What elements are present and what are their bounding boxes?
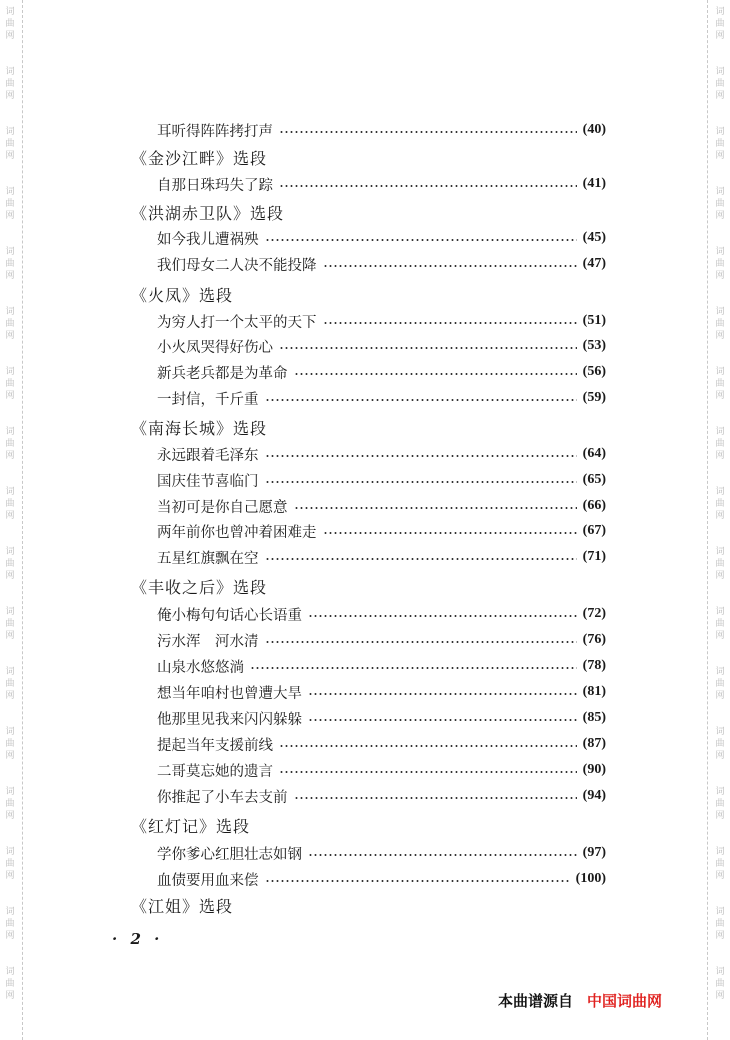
toc-entry-title: 自那日珠玛失了踪	[157, 177, 273, 194]
toc-entry-title: 污水浑 河水清	[157, 633, 259, 650]
toc-entry-title: 永远跟着毛泽东	[157, 447, 259, 464]
watermark-glyph: 曲	[715, 79, 725, 89]
toc-entry-page: (78)	[582, 658, 606, 673]
watermark-glyph: 曲	[5, 19, 15, 29]
watermark-glyph: 词	[715, 967, 725, 977]
dot-leader	[265, 880, 570, 882]
toc-entry-title: 如今我儿遭祸殃	[157, 231, 259, 248]
toc-entry-title: 新兵老兵都是为革命	[157, 365, 288, 382]
watermark-glyph: 曲	[5, 559, 15, 569]
watermark-glyph: 网	[715, 751, 725, 761]
dot-leader	[250, 667, 577, 669]
toc-entry-title: 提起当年支援前线	[157, 737, 273, 754]
toc-entry-title: 耳听得阵阵拷打声	[157, 123, 273, 140]
watermark-glyph: 词	[715, 607, 725, 617]
toc-entry-page: (90)	[582, 762, 606, 777]
watermark-glyphs	[3, 546, 17, 582]
dot-leader	[323, 532, 577, 534]
toc-entry-page: (97)	[582, 845, 606, 860]
dot-leader	[265, 481, 577, 483]
watermark-glyph: 词	[5, 967, 15, 977]
toc-entry-title: 两年前你也曾冲着困难走	[157, 524, 317, 541]
toc-entry	[157, 521, 606, 541]
dot-leader	[323, 322, 577, 324]
watermark-glyph: 曲	[715, 859, 725, 869]
watermark-glyph: 词	[715, 487, 725, 497]
watermark-glyph: 曲	[715, 439, 725, 449]
watermark-glyph: 网	[5, 991, 15, 1001]
toc-entry	[157, 734, 606, 754]
toc-entry-page: (100)	[575, 871, 606, 886]
toc-entry-page: (65)	[582, 472, 606, 487]
watermark-glyph: 曲	[5, 499, 15, 509]
watermark-glyph: 网	[715, 631, 725, 641]
watermark-glyph: 曲	[5, 979, 15, 989]
watermark-glyph: 网	[715, 991, 725, 1001]
right-watermark-strip	[707, 0, 730, 1040]
watermark-glyphs	[713, 426, 727, 462]
toc-entry-page: (66)	[582, 498, 606, 513]
watermark-glyph: 网	[5, 31, 15, 41]
watermark-glyphs	[3, 966, 17, 1002]
toc-entry-page: (40)	[582, 122, 606, 137]
toc-entry-title: 为穷人打一个太平的天下	[157, 314, 317, 331]
watermark-glyph: 词	[5, 367, 15, 377]
watermark-glyph: 网	[5, 931, 15, 941]
watermark-glyph: 曲	[5, 799, 15, 809]
watermark-glyph: 曲	[715, 739, 725, 749]
toc-entry-page: (47)	[582, 256, 606, 271]
page-number: · 2 ·	[112, 930, 164, 948]
watermark-glyphs	[713, 186, 727, 222]
left-watermark-strip	[0, 0, 23, 1040]
watermark-glyph: 曲	[5, 319, 15, 329]
watermark-glyph: 词	[5, 547, 15, 557]
watermark-glyph: 网	[5, 271, 15, 281]
watermark-glyph: 曲	[5, 919, 15, 929]
toc-entry	[157, 604, 606, 624]
toc-entry-page: (56)	[582, 364, 606, 379]
watermark-glyph: 词	[5, 907, 15, 917]
toc-entry-title: 血债要用血来偿	[157, 872, 259, 889]
toc-entry-title: 山泉水悠悠淌	[157, 659, 244, 676]
toc-entry-page: (51)	[582, 313, 606, 328]
watermark-glyphs	[713, 786, 727, 822]
watermark-glyph: 词	[715, 427, 725, 437]
watermark-glyph: 曲	[715, 19, 725, 29]
watermark-glyph: 曲	[715, 679, 725, 689]
watermark-glyph: 曲	[5, 379, 15, 389]
watermark-glyph: 词	[5, 847, 15, 857]
dot-leader	[294, 507, 577, 509]
watermark-glyphs	[713, 906, 727, 942]
dot-leader	[308, 854, 577, 856]
watermark-glyph: 网	[715, 571, 725, 581]
watermark-glyph: 词	[715, 727, 725, 737]
watermark-glyphs	[713, 306, 727, 342]
watermark-glyph: 词	[715, 67, 725, 77]
toc-entry-title: 当初可是你自己愿意	[157, 499, 288, 516]
watermark-glyphs	[3, 246, 17, 282]
toc-entry-page: (45)	[582, 230, 606, 245]
watermark-glyph: 曲	[715, 379, 725, 389]
watermark-glyph: 网	[5, 211, 15, 221]
toc-entry	[157, 656, 606, 676]
watermark-glyph: 曲	[5, 139, 15, 149]
watermark-glyph: 曲	[715, 139, 725, 149]
watermark-glyph: 网	[5, 451, 15, 461]
toc-section-heading: 《红灯记》选段	[131, 817, 251, 836]
watermark-glyph: 网	[715, 211, 725, 221]
dot-leader	[308, 719, 577, 721]
watermark-glyphs	[713, 966, 727, 1002]
watermark-glyph: 词	[715, 187, 725, 197]
dot-leader	[308, 693, 577, 695]
watermark-glyphs	[713, 546, 727, 582]
toc-entry	[157, 547, 606, 567]
toc-entry	[157, 120, 606, 140]
toc-entry-page: (76)	[582, 632, 606, 647]
toc-entry	[157, 869, 606, 889]
watermark-glyph: 网	[5, 811, 15, 821]
watermark-glyph: 曲	[5, 859, 15, 869]
dot-leader	[279, 131, 577, 133]
watermark-glyphs	[3, 126, 17, 162]
toc-entry-title: 一封信，千斤重	[157, 391, 259, 408]
watermark-glyphs	[3, 666, 17, 702]
watermark-glyphs	[3, 606, 17, 642]
watermark-glyphs	[3, 366, 17, 402]
watermark-glyph: 网	[715, 91, 725, 101]
toc-entry	[157, 760, 606, 780]
dot-leader	[294, 797, 577, 799]
watermark-glyphs	[3, 726, 17, 762]
watermark-glyph: 曲	[715, 919, 725, 929]
toc-entry-page: (67)	[582, 523, 606, 538]
toc-entry-page: (94)	[582, 788, 606, 803]
toc-entry	[157, 311, 606, 331]
watermark-glyph: 词	[5, 307, 15, 317]
watermark-glyph: 网	[5, 571, 15, 581]
watermark-glyph: 网	[5, 511, 15, 521]
watermark-glyph: 词	[5, 247, 15, 257]
watermark-glyph: 曲	[5, 439, 15, 449]
watermark-glyph: 网	[715, 391, 725, 401]
watermark-glyph: 曲	[5, 199, 15, 209]
watermark-glyph: 网	[715, 331, 725, 341]
watermark-glyph: 曲	[5, 619, 15, 629]
watermark-glyph: 词	[5, 607, 15, 617]
watermark-glyphs	[713, 726, 727, 762]
toc-entry-page: (72)	[582, 606, 606, 621]
watermark-glyphs	[3, 186, 17, 222]
toc-entry-page: (41)	[582, 176, 606, 191]
toc-section-heading: 《洪湖赤卫队》选段	[131, 204, 285, 223]
toc-entry	[157, 254, 606, 274]
watermark-glyphs	[3, 426, 17, 462]
dot-leader	[279, 771, 577, 773]
toc-entry-title: 我们母女二人决不能投降	[157, 257, 317, 274]
watermark-glyphs	[3, 486, 17, 522]
dot-leader	[323, 265, 577, 267]
source-prefix: 本曲谱源自	[498, 992, 574, 1010]
watermark-glyph: 词	[5, 487, 15, 497]
dot-leader	[294, 373, 577, 375]
toc-section-heading: 《丰收之后》选段	[131, 578, 268, 597]
watermark-glyph: 词	[5, 7, 15, 17]
watermark-glyph: 曲	[715, 619, 725, 629]
watermark-glyph: 网	[715, 691, 725, 701]
watermark-glyphs	[713, 6, 727, 42]
toc-entry-title: 俺小梅句句话心长语重	[157, 607, 302, 624]
dot-leader	[279, 745, 577, 747]
toc-entry	[157, 708, 606, 728]
toc-entry	[157, 362, 606, 382]
toc-entry-page: (53)	[582, 338, 606, 353]
watermark-glyph: 曲	[715, 559, 725, 569]
watermark-glyph: 网	[715, 871, 725, 881]
toc-entry	[157, 496, 606, 516]
toc-entry-page: (87)	[582, 736, 606, 751]
toc-entry-page: (71)	[582, 549, 606, 564]
toc-entry	[157, 336, 606, 356]
watermark-glyphs	[713, 366, 727, 402]
watermark-glyph: 词	[715, 847, 725, 857]
watermark-glyph: 曲	[5, 739, 15, 749]
toc-entry	[157, 843, 606, 863]
toc-entry-page: (85)	[582, 710, 606, 725]
watermark-glyph: 词	[715, 127, 725, 137]
watermark-glyph: 曲	[715, 199, 725, 209]
toc-entry	[157, 786, 606, 806]
watermark-glyphs	[713, 66, 727, 102]
watermark-glyph: 网	[5, 871, 15, 881]
watermark-glyphs	[3, 66, 17, 102]
watermark-glyph: 词	[715, 307, 725, 317]
watermark-glyphs	[713, 666, 727, 702]
toc-entry	[157, 630, 606, 650]
watermark-glyph: 词	[5, 787, 15, 797]
toc-section-heading: 《江姐》选段	[131, 897, 234, 916]
toc-section-heading: 《南海长城》选段	[131, 419, 268, 438]
watermark-glyphs	[3, 786, 17, 822]
watermark-glyph: 曲	[715, 979, 725, 989]
watermark-glyph: 网	[5, 751, 15, 761]
dot-leader	[265, 239, 577, 241]
dot-leader	[265, 399, 577, 401]
watermark-glyph: 网	[715, 451, 725, 461]
watermark-glyph: 网	[715, 511, 725, 521]
toc-entry-page: (64)	[582, 446, 606, 461]
toc-section-heading: 《火凤》选段	[131, 286, 234, 305]
watermark-glyphs	[713, 846, 727, 882]
watermark-glyph: 词	[5, 67, 15, 77]
watermark-glyphs	[3, 6, 17, 42]
toc-section-heading: 《金沙江畔》选段	[131, 149, 268, 168]
dot-leader	[279, 185, 577, 187]
source-credit	[498, 990, 662, 1011]
toc-entry-title: 想当年咱村也曾遭大旱	[157, 685, 302, 702]
watermark-glyph: 曲	[5, 259, 15, 269]
watermark-glyph: 词	[5, 667, 15, 677]
watermark-glyph: 词	[5, 127, 15, 137]
dot-leader	[265, 641, 577, 643]
watermark-glyphs	[713, 126, 727, 162]
dot-leader	[265, 558, 577, 560]
toc-entry	[157, 444, 606, 464]
watermark-glyph: 网	[715, 151, 725, 161]
watermark-glyph: 曲	[715, 319, 725, 329]
toc-entry	[157, 470, 606, 490]
watermark-glyph: 曲	[715, 799, 725, 809]
watermark-glyph: 网	[715, 31, 725, 41]
watermark-glyph: 网	[715, 931, 725, 941]
toc-entry-title: 国庆佳节喜临门	[157, 473, 259, 490]
watermark-glyph: 词	[715, 667, 725, 677]
watermark-glyph: 网	[5, 691, 15, 701]
watermark-glyphs	[713, 246, 727, 282]
watermark-glyph: 词	[5, 427, 15, 437]
watermark-glyph: 网	[5, 91, 15, 101]
source-site[interactable]: 中国词曲网	[587, 992, 663, 1010]
watermark-glyph: 曲	[715, 259, 725, 269]
watermark-glyph: 网	[5, 151, 15, 161]
watermark-glyphs	[713, 606, 727, 642]
toc-entry	[157, 228, 606, 248]
watermark-glyph: 曲	[5, 79, 15, 89]
watermark-glyphs	[3, 906, 17, 942]
watermark-glyph: 网	[5, 391, 15, 401]
dot-leader	[308, 615, 577, 617]
watermark-glyph: 词	[715, 7, 725, 17]
toc-entry-title: 你推起了小车去支前	[157, 789, 288, 806]
watermark-glyph: 网	[715, 271, 725, 281]
toc-entry-title: 五星红旗飘在空	[157, 550, 259, 567]
toc-entry-page: (59)	[582, 390, 606, 405]
watermark-glyph: 网	[5, 631, 15, 641]
toc-entry	[157, 388, 606, 408]
watermark-glyph: 词	[5, 727, 15, 737]
watermark-glyph: 词	[715, 907, 725, 917]
watermark-glyph: 网	[5, 331, 15, 341]
toc-entry-title: 二哥莫忘她的遗言	[157, 763, 273, 780]
watermark-glyph: 曲	[5, 679, 15, 689]
toc-entry-title: 小火凤哭得好伤心	[157, 339, 273, 356]
toc-entry-title: 他那里见我来闪闪躲躲	[157, 711, 302, 728]
watermark-glyph: 词	[715, 787, 725, 797]
watermark-glyphs	[3, 846, 17, 882]
toc-entry-page: (81)	[582, 684, 606, 699]
dot-leader	[265, 455, 577, 457]
toc-entry	[157, 682, 606, 702]
watermark-glyph: 词	[715, 247, 725, 257]
watermark-glyph: 词	[715, 367, 725, 377]
watermark-glyphs	[3, 306, 17, 342]
watermark-glyph: 网	[715, 811, 725, 821]
dot-leader	[279, 347, 577, 349]
watermark-glyph: 曲	[715, 499, 725, 509]
watermark-glyphs	[713, 486, 727, 522]
toc-entry-title: 学你爹心红胆壮志如钢	[157, 846, 302, 863]
watermark-glyph: 词	[715, 547, 725, 557]
watermark-glyph: 词	[5, 187, 15, 197]
toc-entry	[157, 174, 606, 194]
